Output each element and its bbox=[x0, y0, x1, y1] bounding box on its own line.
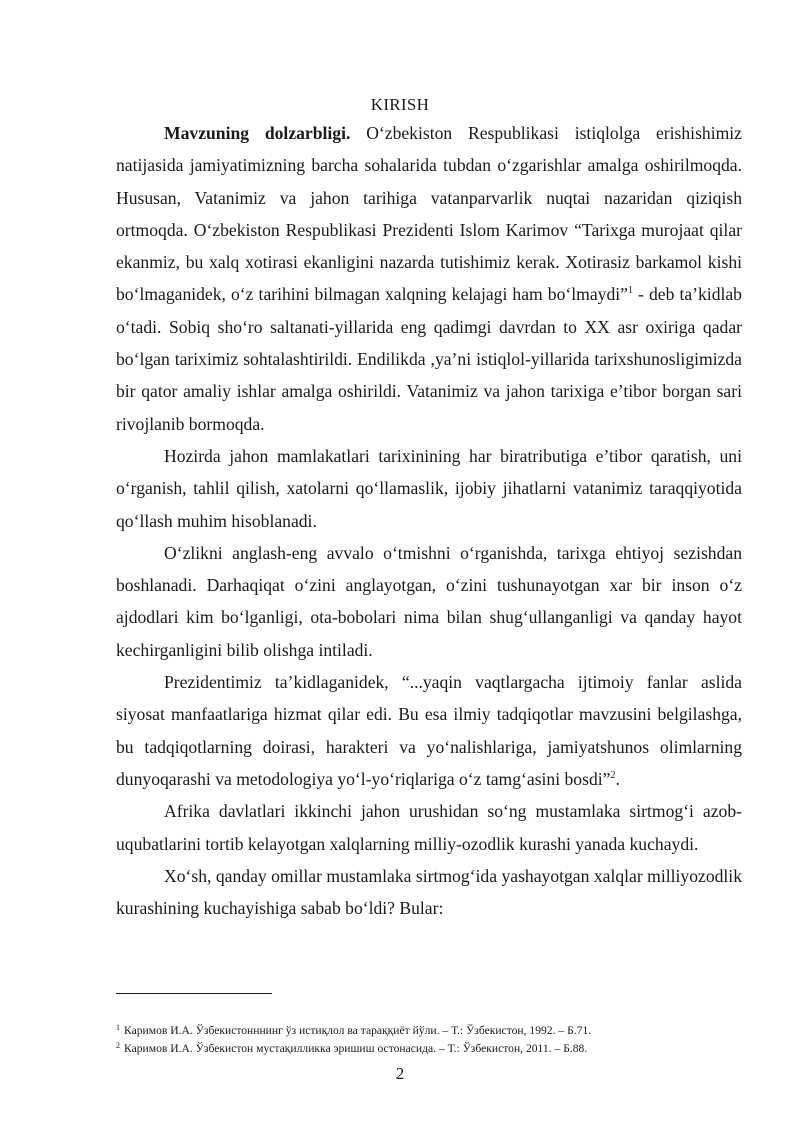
paragraph bbox=[116, 666, 742, 795]
footnote bbox=[116, 1040, 756, 1058]
footnote-text: Каримов И.А. Ўзбекистонннинг ўз истиқлол ва тараққиёт йўли. – Т.: Ўзбекистон, 1992. – Б.71. bbox=[124, 1024, 592, 1037]
paragraph-text: O‘zbekiston Respublikasi istiqlolga erishishimiz natijasida jamiyatimizning barcha sohalarida tubdan o‘zgarishlar amalga oshirilmoqda. Hususan, Vatanimiz va jahon tarihiga vatanparvarlik nuqtai nazaridan qiziqish ortmoqda. O‘zbekiston Respublikasi Prezidenti Islom Karimov “Tarixga murojaat qilar ekanmiz, bu xalq xotirasi ekanligini nazarda tutishimiz kerak. Xotirasiz barkamol kishi bo‘lmaganidek, o‘z tarihini bilmagan xalqning kelajagi ham bo‘lmaydi” bbox=[116, 123, 742, 305]
paragraph-text-tail: - deb ta’kidlab o‘tadi. Sobiq sho‘ro saltanati-yillarida eng qadimgi davrdan to XX asr oxiriga qadar bo‘lgan tariximiz sohtalashtirildi. Endilikda ,ya’ni istiqlol-yillarida tarixshunosligimizda bir qator amaliy ishlar amalga oshirildi. Vatanimiz va jahon tarixiga e’tibor borgan sari rivojlanib bormoqda. bbox=[116, 284, 742, 434]
paragraph bbox=[116, 440, 742, 537]
paragraph-text: Afrika davlatlari ikkinchi jahon urushidan so‘ng mustamlaka sirtmog‘i azob-uqubatlarini tortib kelayotgan xalqlarning milliy-ozodlik kurashi yanada kuchaydi. bbox=[116, 801, 742, 854]
footnotes bbox=[116, 1022, 756, 1058]
paragraph-text: Hozirda jahon mamlakatlari tarixinining har biratributiga e’tibor qaratish, uni o‘rganish, tahlil qilish, xatolarni qo‘llamaslik, ijobiy jihatlarni vatanimiz taraqqiyotida qo‘llash muhim hisoblanadi. bbox=[116, 445, 742, 531]
paragraph-text: O‘zlikni anglash-eng avvalo o‘tmishni o‘rganishda, tarixga ehtiyoj sezishdan boshlanadi. Darhaqiqat o‘zini anglayotgan, o‘zini tushunayotgan xar bir inson o‘z ajdodlari kim bo‘lganligi, ota-bobolari nima bilan shug‘ullanganligi va qanday hayot kechirganligini bilib olishga intiladi. bbox=[116, 542, 742, 660]
page-number: 2 bbox=[395, 1064, 405, 1083]
paragraph-text-tail: . bbox=[615, 768, 620, 789]
footnote-ref: 1 bbox=[627, 285, 633, 297]
footnote-mark: 2 bbox=[116, 1041, 120, 1050]
footnote-text: Каримов И.А. Ўзбекистон мустақилликка эришиш остонасида. – Т.: Ўзбекистон, 2011. – Б.88. bbox=[124, 1042, 588, 1055]
body-text bbox=[116, 117, 742, 924]
paragraph bbox=[116, 860, 742, 925]
paragraph bbox=[116, 537, 742, 666]
paragraph bbox=[116, 117, 742, 440]
paragraph-lead: Mavzuning dolzarbligi. bbox=[164, 123, 351, 143]
footnote bbox=[116, 1022, 756, 1040]
footnote-divider bbox=[116, 993, 272, 994]
paragraph-text: Xo‘sh, qanday omillar mustamlaka sirtmog‘ida yashayotgan xalqlar milliyozodlik kurashining kuchayishiga sabab bo‘ldi? Bular: bbox=[116, 865, 742, 919]
page-title: KIRISH bbox=[370, 95, 430, 114]
paragraph-text: Prezidentimiz ta’kidlaganidek, “...yaqin vaqtlargacha ijtimoiy fanlar aslida siyosat manfaatlariga hizmat qilar edi. Bu esa ilmiy tadqiqotlar mavzusini belgilashga, bu tadqiqotlarning doirasi, harakteri va yo‘nalishlariga, jamiyatshunos olimlarning dunyoqarashi va metodologiya yo‘l-yo‘riqlariga o‘z tamg‘asini bosdi” bbox=[116, 672, 742, 789]
footnote-ref: 2 bbox=[610, 769, 616, 781]
paragraph bbox=[116, 795, 742, 860]
footnote-mark: 1 bbox=[116, 1023, 120, 1032]
